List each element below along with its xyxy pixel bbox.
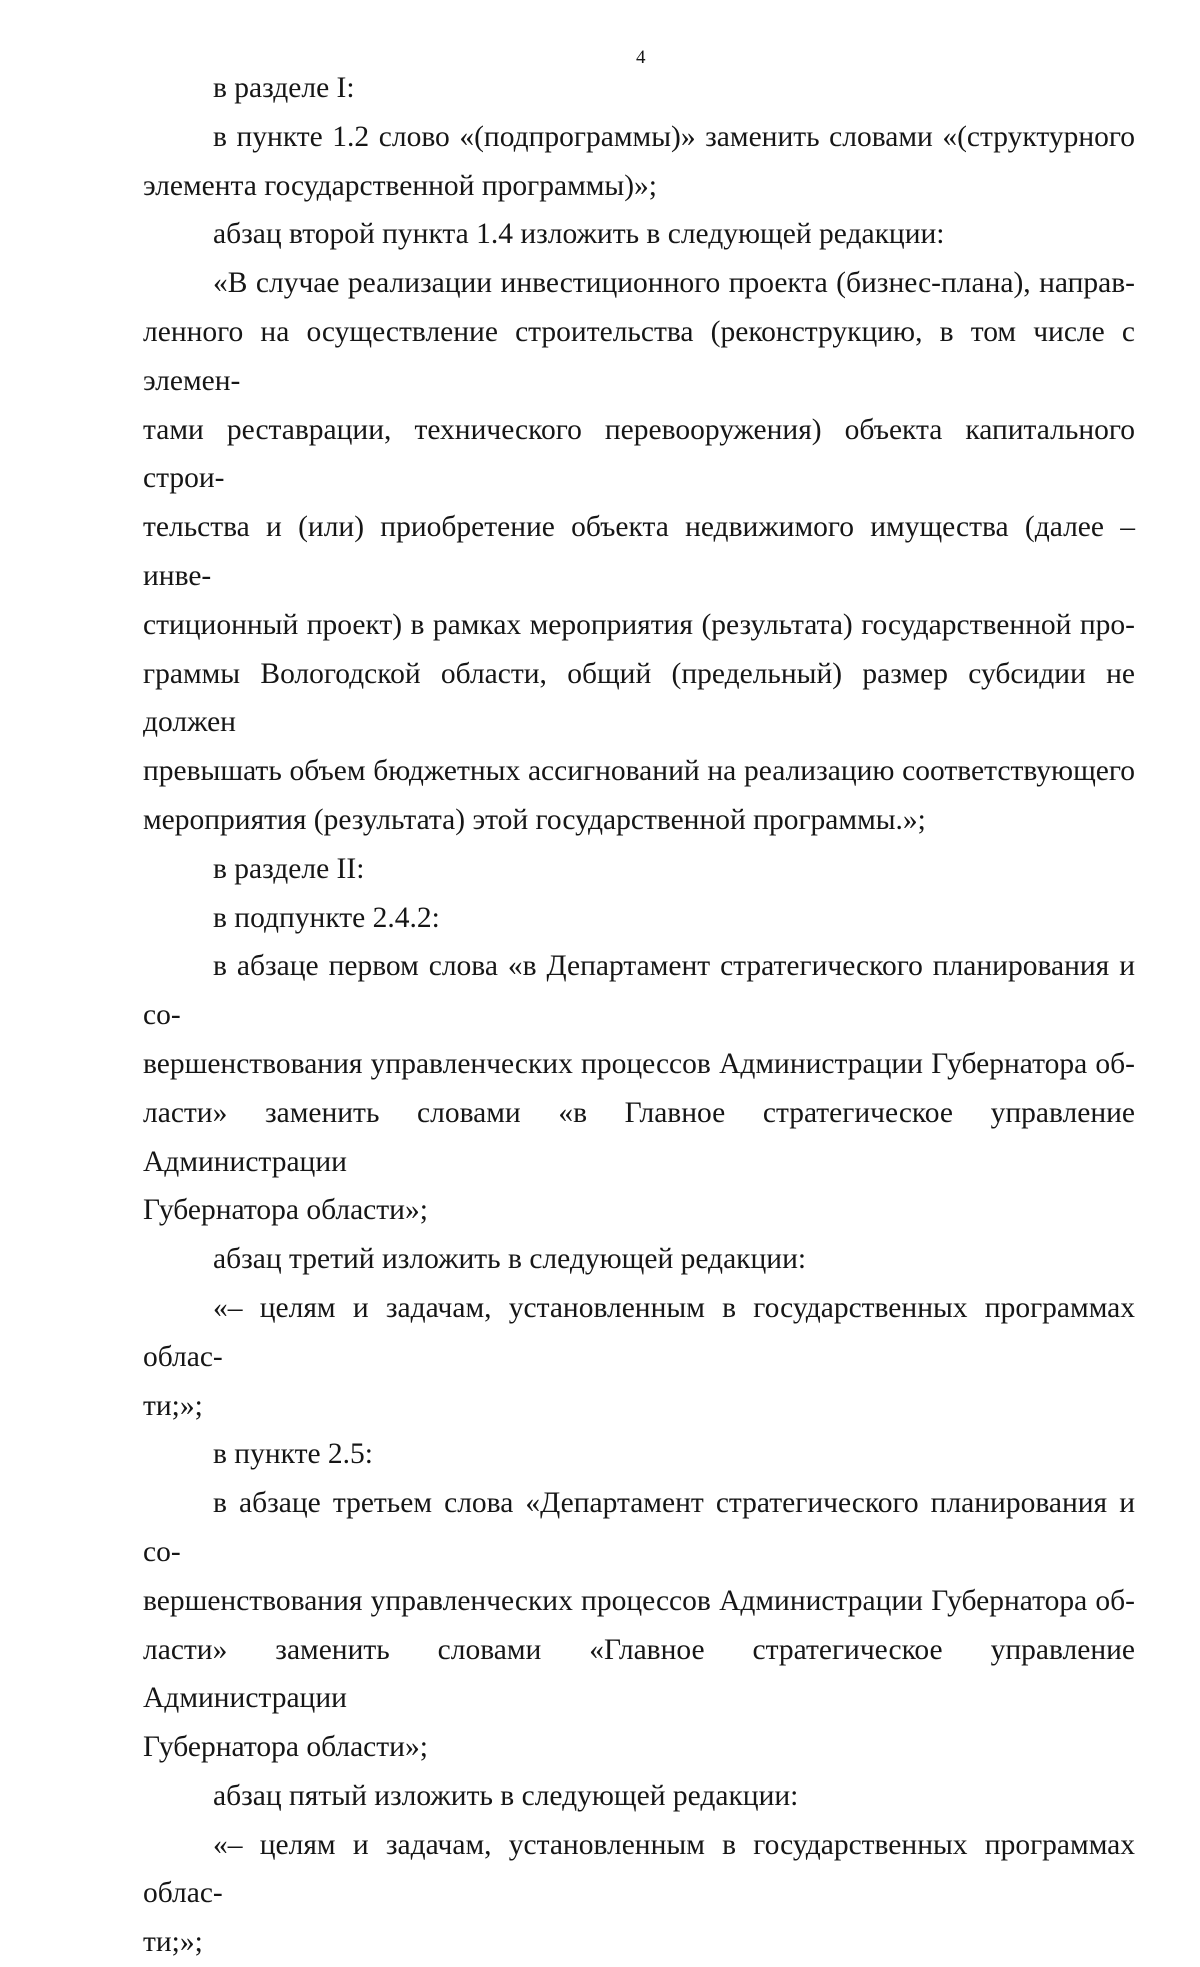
text-line: в пункте 2.5: <box>213 1438 374 1471</box>
text-line: «– целям и задачам, установленным в государственных программах облас- <box>143 1828 1135 1910</box>
page-number: 4 <box>636 47 646 68</box>
paragraph <box>143 1284 1135 1430</box>
text-line: стиционный проект) в рамках мероприятия (результата) государственной про- <box>143 608 1135 641</box>
text-line: ленного на осуществление строительства (реконструкцию, в том числе с элемен- <box>143 315 1135 397</box>
text-line: ти;»; <box>143 1389 203 1422</box>
text-line: превышать объем бюджетных ассигнований на реализацию соответствующего <box>143 755 1135 788</box>
text-line: в разделе I: <box>213 72 355 104</box>
paragraph <box>143 1821 1135 1967</box>
paragraph <box>143 894 1135 943</box>
text-line: граммы Вологодской области, общий (предельный) размер субсидии не должен <box>143 657 1135 739</box>
text-line: абзац второй пункта 1.4 изложить в следующей редакции: <box>213 218 945 251</box>
text-line: тами реставрации, технического перевооружения) объекта капитального строи- <box>143 413 1135 495</box>
paragraph <box>143 845 1135 894</box>
text-line: Губернатора области»; <box>143 1731 428 1764</box>
paragraph <box>143 1772 1135 1821</box>
paragraph <box>143 1235 1135 1284</box>
paragraph <box>143 64 1135 113</box>
text-line: «В случае реализации инвестиционного проекта (бизнес-плана), направ- <box>213 267 1135 300</box>
text-line: в подпункте 2.4.2: <box>213 901 440 934</box>
text-line: ти;»; <box>143 1926 203 1959</box>
paragraph <box>143 1430 1135 1479</box>
paragraph <box>143 942 1135 1235</box>
text-line: ласти» заменить словами «в Главное стратегическое управление Администрации <box>143 1096 1135 1178</box>
document-body <box>143 64 1135 1967</box>
text-line: в абзаце третьем слова «Департамент стратегического планирования и со- <box>143 1487 1135 1568</box>
text-line: мероприятия (результата) этой государственной программы.»; <box>143 803 926 836</box>
paragraph <box>143 113 1135 211</box>
text-line: в разделе II: <box>213 852 365 885</box>
text-line: тельства и (или) приобретение объекта недвижимого имущества (далее – инве- <box>143 511 1135 592</box>
text-line: абзац пятый изложить в следующей редакции: <box>213 1779 799 1812</box>
text-line: абзац третий изложить в следующей редакции: <box>213 1243 807 1276</box>
paragraph <box>143 259 1135 845</box>
text-line: «– целям и задачам, установленным в государственных программах облас- <box>143 1291 1135 1373</box>
text-line: элемента государственной программы)»; <box>143 169 657 202</box>
text-line: Губернатора области»; <box>143 1194 428 1227</box>
text-line: вершенствования управленческих процессов Администрации Губернатора об- <box>143 1047 1135 1080</box>
text-line: ласти» заменить словами «Главное стратегическое управление Администрации <box>143 1633 1135 1715</box>
text-line: в абзаце первом слова «в Департамент стратегического планирования и со- <box>143 950 1135 1032</box>
paragraph <box>143 210 1135 259</box>
text-line: вершенствования управленческих процессов Администрации Губернатора об- <box>143 1584 1135 1617</box>
text-line: в пункте 1.2 слово «(подпрограммы)» заменить словами «(структурного <box>213 120 1135 153</box>
paragraph <box>143 1479 1135 1772</box>
